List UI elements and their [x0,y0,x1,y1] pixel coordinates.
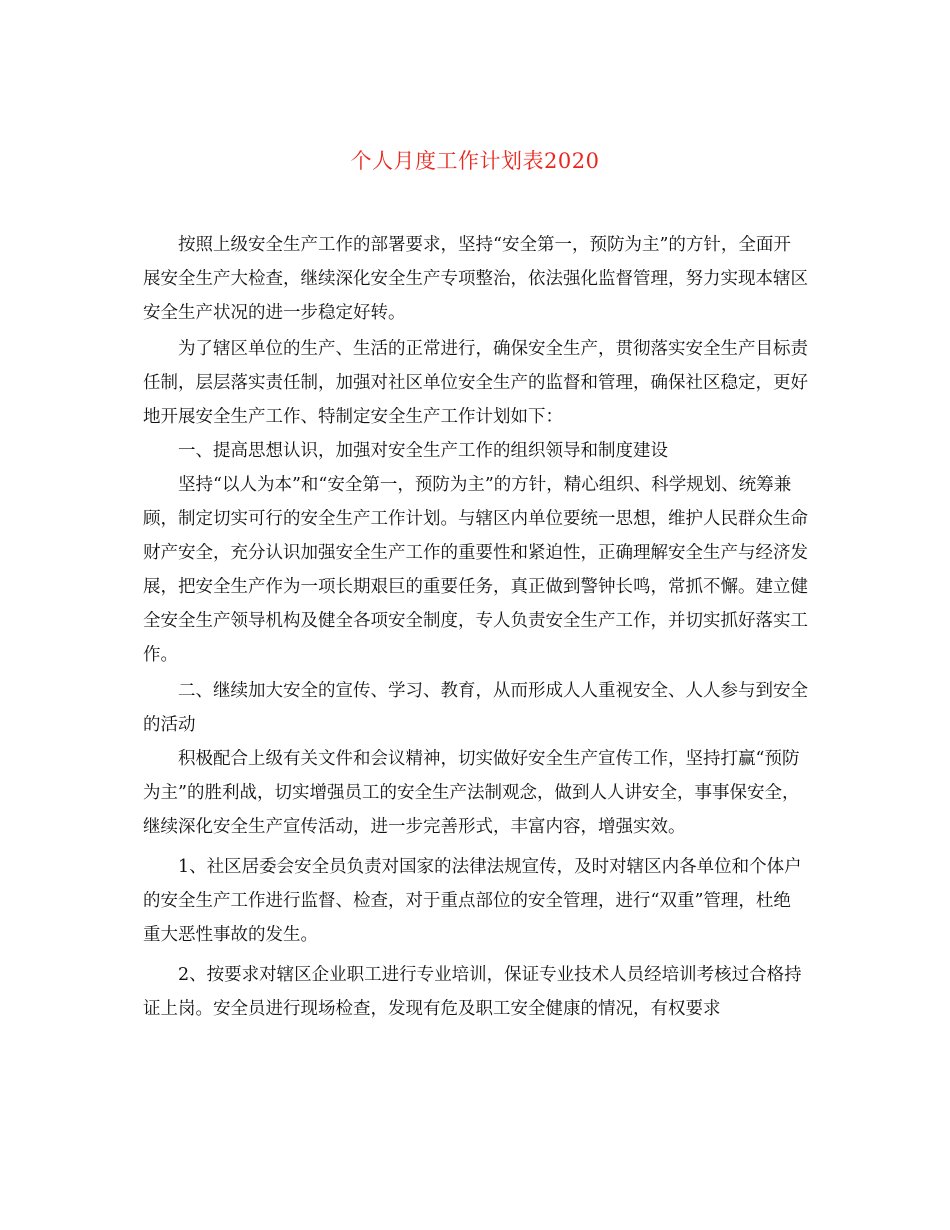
document-title: 个人月度工作计划表2020 [350,149,600,173]
paragraph-purpose: 为了辖区单位的生产、生活的正常进行，确保安全生产，贯彻落实安全生产目标责任制，层层落实责任制，加强对社区单位安全生产的监督和管理，确保社区稳定，更好地开展安全生产工作、特制定安全生产工作计划如下： [143,339,808,427]
document-body [143,228,808,1026]
paragraph-intro: 按照上级安全生产工作的部署要求，坚持“安全第一，预防为主”的方针，全面开展安全生产大检查，继续深化安全生产专项整治，依法强化监督管理，努力实现本辖区安全生产状况的进一步稳定好转。 [143,235,808,323]
paragraph-section-1: 坚持“以人为本”和“安全第一，预防为主”的方针，精心组织、科学规划、统筹兼顾，制定切实可行的安全生产工作计划。与辖区内单位要统一思想，维护人民群众生命财产安全，充分认识加强安全生产工作的重要性和紧迫性，正确理解安全生产与经济发展，把安全生产作为一项长期艰巨的重要任务，真正做到警钟长鸣，常抓不懈。建立健全安全生产领导机构及健全各项安全制度，专人负责安全生产工作，并切实抓好落实工作。 [143,475,808,665]
section-heading-1: 一、提高思想认识，加强对安全生产工作的组织领导和制度建设 [178,441,668,461]
list-item-1: 1、社区居委会安全员负责对国家的法律法规宣传，及时对辖区内各单位和个体户的安全生产工作进行监督、检查，对于重点部位的安全管理，进行“双重”管理，杜绝重大恶性事故的发生。 [143,857,802,945]
paragraph-section-2: 积极配合上级有关文件和会议精神，切实做好安全生产宣传工作，坚持打赢“预防为主”的胜利战，切实增强员工的安全生产法制观念，做到人人讲安全，事事保安全，继续深化安全生产宣传活动，进一步完善形式，丰富内容，增强实效。 [143,749,800,837]
list-item-2: 2、按要求对辖区企业职工进行专业培训，保证专业技术人员经培训考核过合格持证上岗。安全员进行现场检查，发现有危及职工安全健康的情况，有权要求 [143,965,802,1019]
section-heading-2: 二、继续加大安全的宣传、学习、教育，从而形成人人重视安全、人人参与到安全的活动 [143,681,808,735]
